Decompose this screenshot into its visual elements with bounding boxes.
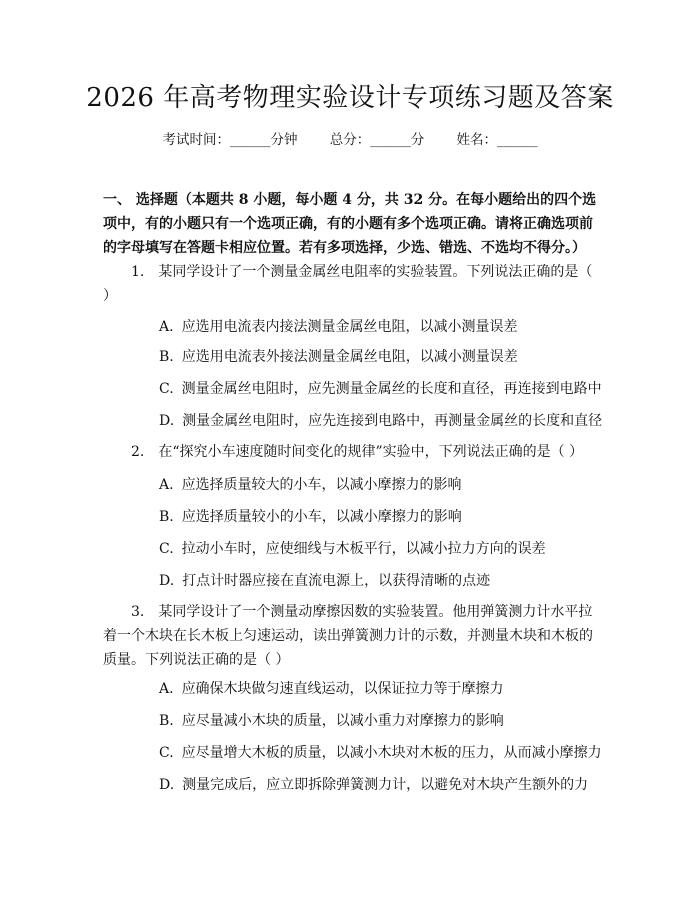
option-letter: D. <box>159 413 175 429</box>
question-3-option-a <box>159 677 609 701</box>
question-number: 2. <box>131 444 145 460</box>
option-text: 应选择质量较小的小车，以减小摩擦力的影响 <box>181 509 462 525</box>
option-text: 测量完成后，应立即拆除弹簧测力计，以避免对木块产生额外的力 <box>182 777 589 793</box>
question-stem: 某同学设计了一个测量金属丝电阻率的实验装置。下列说法正确的是（ ） <box>103 264 593 304</box>
exam-time: 考试时间：______分钟 <box>162 132 298 148</box>
option-text: 测量金属丝电阻时，应先测量金属丝的长度和直径，再连接到电路中 <box>181 381 602 397</box>
question-stem: 在“探究小车速度随时间变化的规律”实验中，下列说法正确的是（ ） <box>158 444 584 460</box>
option-text: 拉动小车时，应使细线与木板平行，以减小拉力方向的误差 <box>181 541 546 557</box>
question-2-option-d <box>159 569 609 593</box>
exam-student-name: 姓名：______ <box>456 132 538 148</box>
question-stem: 某同学设计了一个测量动摩擦因数的实验装置。他用弹簧测力计水平拉着一个木块在长木板上匀速运动，读出弹簧测力计的示数，并测量木块和木板的质量。下列说法正确的是（ ） <box>103 604 593 668</box>
option-letter: C. <box>159 745 174 761</box>
option-text: 打点计时器应接在直流电源上，以获得清晰的点迹 <box>182 573 491 589</box>
option-text: 测量金属丝电阻时，应先连接到电路中，再测量金属丝的长度和直径 <box>182 413 603 429</box>
option-letter: C. <box>159 381 174 397</box>
question-3 <box>103 600 598 672</box>
option-text: 应确保木块做匀速直线运动，以保证拉力等于摩擦力 <box>181 681 504 697</box>
question-3-option-d <box>159 773 609 797</box>
option-letter: A. <box>159 681 174 697</box>
option-letter: A. <box>159 477 174 493</box>
exam-info <box>0 128 700 152</box>
question-1 <box>103 260 598 308</box>
question-3-option-b <box>159 709 609 733</box>
question-1-option-d <box>159 409 609 433</box>
option-letter: C. <box>159 541 174 557</box>
option-text: 应选择质量较大的小车，以减小摩擦力的影响 <box>181 477 462 493</box>
option-letter: B. <box>159 349 174 365</box>
option-text: 应选用电流表内接法测量金属丝电阻，以减小测量误差 <box>181 319 518 335</box>
option-letter: B. <box>159 713 174 729</box>
question-number: 1. <box>131 264 145 280</box>
question-2-option-a <box>159 473 609 497</box>
question-2-option-b <box>159 505 609 529</box>
option-text: 应选用电流表外接法测量金属丝电阻，以减小测量误差 <box>181 349 518 365</box>
section-heading: 一、 选择题（本题共 8 小题，每小题 4 分，共 32 分。在每小题给出的四个选项中，有的小题只有一个选项正确，有的小题有多个选项正确。请将正确选项前的字母填写在答题卡相应位置。若有多项选择，少选、错选、不选均不得分。） <box>103 192 597 256</box>
question-number: 3. <box>131 604 145 620</box>
question-1-option-c <box>159 377 609 401</box>
option-text: 应尽量增大木板的质量，以减小木块对木板的压力，从而减小摩擦力 <box>181 745 602 761</box>
exam-total-score: 总分：______分 <box>329 132 425 148</box>
option-letter: D. <box>159 777 175 793</box>
page-title: 2026 年高考物理实验设计专项练习题及答案 <box>86 83 614 113</box>
option-letter: A. <box>159 319 174 335</box>
option-letter: B. <box>159 509 174 525</box>
question-1-option-a <box>159 315 609 339</box>
option-text: 应尽量减小木块的质量，以减小重力对摩擦力的影响 <box>181 713 504 729</box>
question-2-option-c <box>159 537 609 561</box>
question-3-option-c <box>159 741 609 765</box>
option-letter: D. <box>159 573 175 589</box>
question-2 <box>103 440 598 464</box>
question-1-option-b <box>159 345 609 369</box>
